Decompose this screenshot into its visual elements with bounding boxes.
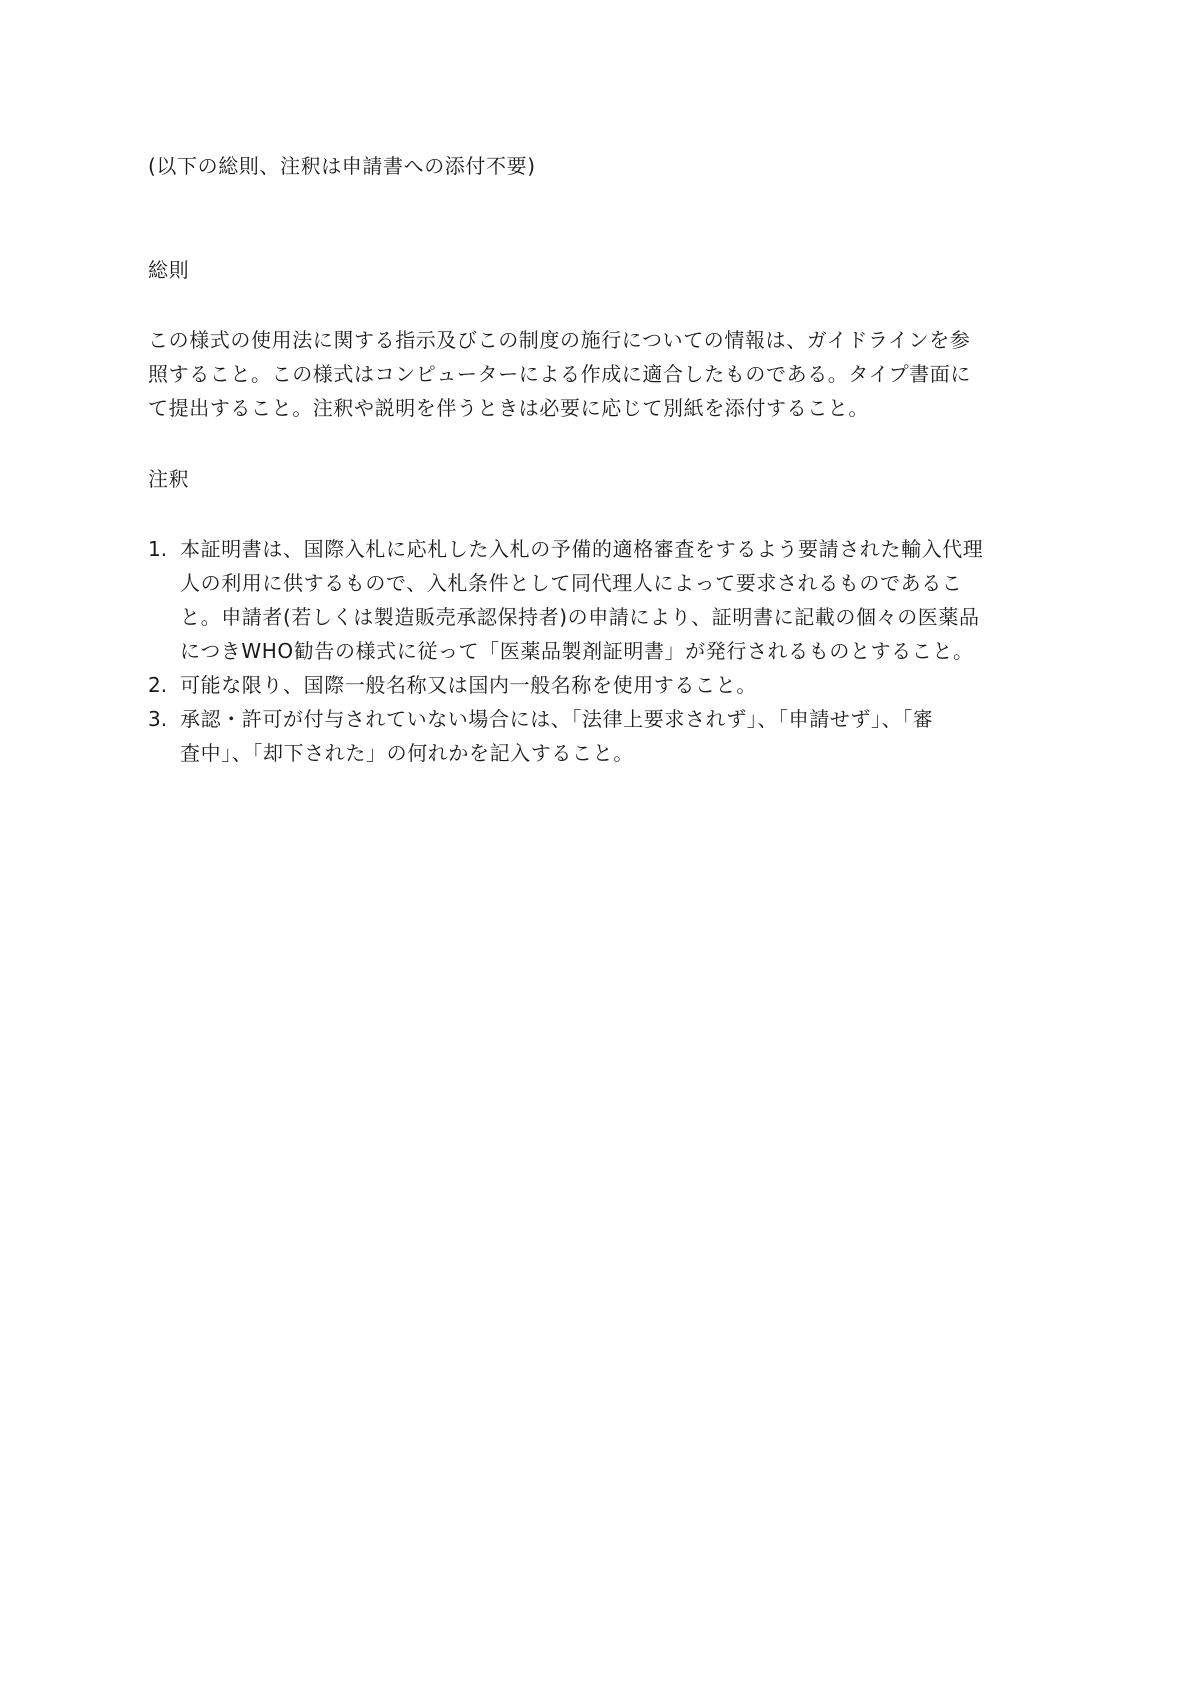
note-line: 査中」、「却下された」の何れかを記入すること。 bbox=[180, 741, 634, 765]
general-line: 照すること。この様式はコンピューターによる作成に適合したものである。タイプ書面に bbox=[148, 362, 971, 386]
note-line: 本証明書は、国際入札に応札した入札の予備的適格審査をするよう要請された輸入代理 bbox=[180, 537, 984, 561]
note-number: 3. bbox=[148, 707, 168, 731]
note-item-2 bbox=[148, 668, 1048, 702]
note-item-1 bbox=[148, 532, 1048, 668]
note-number: 1. bbox=[148, 537, 168, 561]
general-line: て提出すること。注釈や説明を伴うときは必要に応じて別紙を添付すること。 bbox=[148, 396, 869, 420]
note-item-3 bbox=[148, 702, 1048, 770]
general-heading: 総則 bbox=[148, 258, 190, 282]
note-line: 承認・許可が付与されていない場合には、「法律上要求されず」、「申請せず」、「審 bbox=[180, 707, 934, 731]
note-line: と。申請者(若しくは製造販売承認保持者)の申請により、証明書に記載の個々の医薬品 bbox=[180, 605, 980, 629]
general-line: この様式の使用法に関する指示及びこの制度の施行についての情報は、ガイドラインを参 bbox=[148, 328, 971, 352]
notes-list bbox=[148, 532, 1048, 770]
general-paragraph bbox=[148, 323, 1043, 425]
note-line: につきWHO勧告の様式に従って「医薬品製剤証明書」が発行されるものとすること。 bbox=[180, 639, 974, 663]
note-line: 人の利用に供するもので、入札条件として同代理人によって要求されるものであるこ bbox=[180, 571, 963, 595]
note-number: 2. bbox=[148, 673, 168, 697]
attachment-note: (以下の総則、注釈は申請書への添付不要) bbox=[148, 154, 536, 178]
note-line: 可能な限り、国際一般名称又は国内一般名称を使用すること。 bbox=[180, 673, 757, 697]
notes-heading: 注釈 bbox=[148, 467, 190, 491]
